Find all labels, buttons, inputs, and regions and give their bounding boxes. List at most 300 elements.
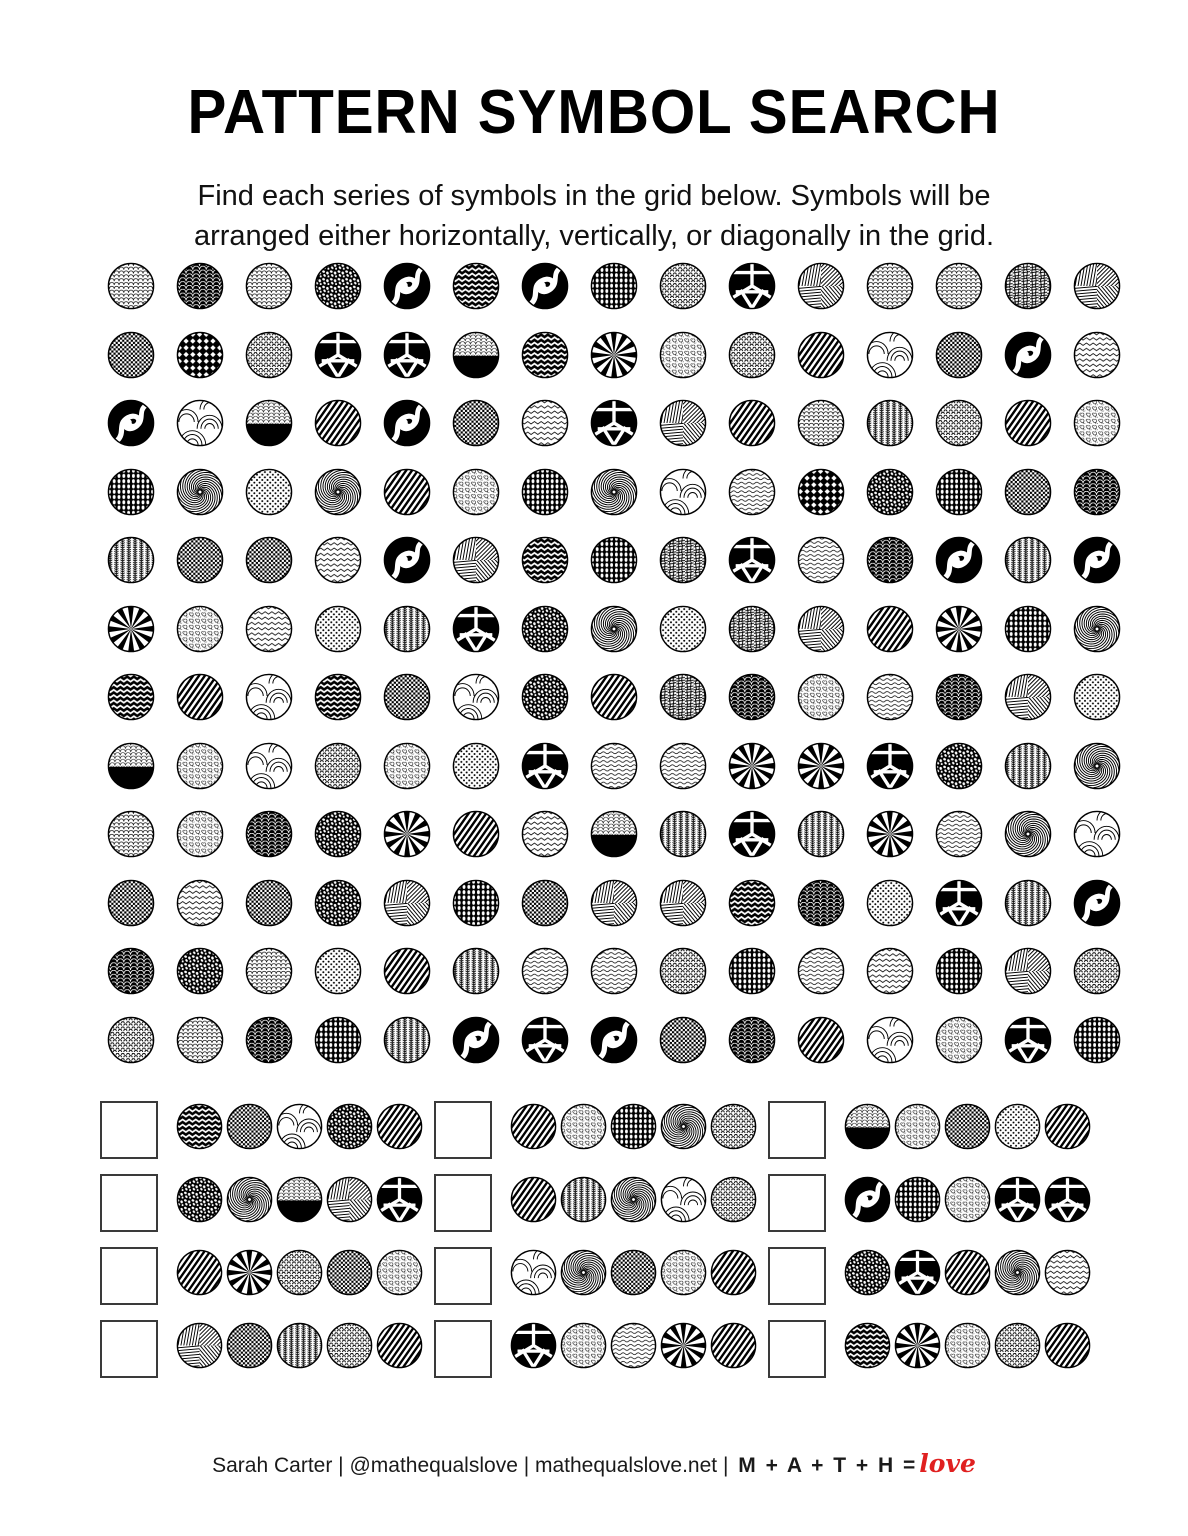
- symbol-halffill: [452, 331, 500, 379]
- grid-cell: [96, 536, 165, 605]
- symbol-wood: [590, 742, 638, 790]
- grid-cell: [372, 399, 441, 468]
- symbol-swirl: [1073, 536, 1121, 584]
- grid-cell: [165, 468, 234, 537]
- symbol-zigzag: [1073, 331, 1121, 379]
- grid-cell: [924, 810, 993, 879]
- symbol-radial: [383, 810, 431, 858]
- grid-cell: [441, 331, 510, 400]
- symbol-swirl: [844, 1176, 891, 1223]
- symbol-wheat: [1004, 879, 1052, 927]
- answer-checkbox[interactable]: [100, 1320, 158, 1378]
- grid-cell: [165, 605, 234, 674]
- answer-checkbox[interactable]: [768, 1320, 826, 1378]
- grid-row: [96, 262, 1131, 331]
- grid-cell: [648, 810, 717, 879]
- symbol-lattice: [610, 1103, 657, 1150]
- symbol-arcs: [797, 879, 845, 927]
- symbol-pinwheel: [314, 468, 362, 516]
- symbol-sector: [383, 879, 431, 927]
- grid-cell: [372, 673, 441, 742]
- symbol-zebra: [590, 673, 638, 721]
- answer-symbol-series: [176, 1176, 426, 1223]
- symbol-zebra: [176, 1249, 223, 1296]
- symbol-swirl: [1004, 331, 1052, 379]
- grid-cell: [234, 536, 303, 605]
- answer-checkbox[interactable]: [434, 1174, 492, 1232]
- footer-credit: Sarah Carter | @mathequalslove | mathequalslove.net |: [212, 1454, 729, 1477]
- answer-checkbox[interactable]: [768, 1247, 826, 1305]
- symbol-crackle: [659, 673, 707, 721]
- symbol-leopard: [176, 947, 224, 995]
- grid-cell: [510, 742, 579, 811]
- grid-cell: [372, 1016, 441, 1085]
- symbol-arcs: [1073, 468, 1121, 516]
- grid-cell: [96, 399, 165, 468]
- symbol-checker: [226, 1103, 273, 1150]
- symbol-radial: [226, 1249, 273, 1296]
- grid-cell: [648, 262, 717, 331]
- symbol-zebra: [1044, 1322, 1091, 1369]
- symbol-pinwheel: [176, 468, 224, 516]
- grid-cell: [786, 468, 855, 537]
- grid-cell: [717, 262, 786, 331]
- symbol-halffill: [844, 1103, 891, 1150]
- grid-cell: [993, 331, 1062, 400]
- symbol-triangle: [728, 262, 776, 310]
- grid-cell: [510, 605, 579, 674]
- grid-cell: [510, 536, 579, 605]
- grid-cell: [855, 1016, 924, 1085]
- grid-cell: [855, 399, 924, 468]
- symbol-fan: [245, 673, 293, 721]
- symbol-triangle: [314, 331, 362, 379]
- answer-symbol-series: [844, 1103, 1094, 1150]
- symbol-halffill: [590, 810, 638, 858]
- symbol-wood: [797, 536, 845, 584]
- symbol-dots: [659, 605, 707, 653]
- answer-checkbox[interactable]: [768, 1101, 826, 1159]
- symbol-arch: [314, 742, 362, 790]
- symbol-halffill: [107, 742, 155, 790]
- symbol-triangle: [866, 742, 914, 790]
- grid-cell: [924, 742, 993, 811]
- grid-cell: [993, 536, 1062, 605]
- grid-row: [96, 605, 1131, 674]
- symbol-zebra: [797, 331, 845, 379]
- symbol-swirl: [590, 1016, 638, 1064]
- answer-symbol-series: [510, 1176, 760, 1223]
- symbol-zigzag: [314, 536, 362, 584]
- grid-cell: [303, 536, 372, 605]
- symbol-doodle: [1073, 399, 1121, 447]
- grid-cell: [372, 742, 441, 811]
- symbol-wood: [521, 947, 569, 995]
- symbol-zigzag: [866, 947, 914, 995]
- grid-cell: [1062, 262, 1131, 331]
- symbol-scales: [935, 262, 983, 310]
- symbol-leopard: [844, 1249, 891, 1296]
- answer-checkbox[interactable]: [434, 1247, 492, 1305]
- symbol-arch: [710, 1176, 757, 1223]
- grid-cell: [993, 742, 1062, 811]
- grid-cell: [648, 879, 717, 948]
- grid-cell: [234, 468, 303, 537]
- symbol-wheat: [383, 1016, 431, 1064]
- symbol-doodle: [383, 742, 431, 790]
- symbol-doodle: [176, 605, 224, 653]
- answer-symbol-series: [176, 1249, 426, 1296]
- grid-cell: [648, 468, 717, 537]
- symbol-lattice: [894, 1176, 941, 1223]
- symbol-arch: [994, 1322, 1041, 1369]
- symbol-dots: [994, 1103, 1041, 1150]
- symbol-grid: [96, 262, 1131, 1084]
- symbol-wood: [659, 742, 707, 790]
- symbol-scales: [107, 262, 155, 310]
- grid-cell: [579, 673, 648, 742]
- answer-symbol-series: [844, 1249, 1094, 1296]
- grid-cell: [924, 1016, 993, 1085]
- grid-cell: [1062, 742, 1131, 811]
- symbol-zebra: [710, 1249, 757, 1296]
- symbol-zebra: [710, 1322, 757, 1369]
- grid-cell: [855, 947, 924, 1016]
- grid-row: [96, 879, 1131, 948]
- answer-symbol-series: [510, 1322, 760, 1369]
- grid-cell: [855, 331, 924, 400]
- symbol-fan: [245, 742, 293, 790]
- grid-cell: [165, 742, 234, 811]
- symbol-lattice: [107, 468, 155, 516]
- symbol-doodle: [376, 1249, 423, 1296]
- symbol-arch: [935, 399, 983, 447]
- symbol-leopard: [314, 879, 362, 927]
- grid-row: [96, 536, 1131, 605]
- symbol-arch: [245, 331, 293, 379]
- grid-cell: [96, 879, 165, 948]
- symbol-halffill: [276, 1176, 323, 1223]
- symbol-arch: [659, 262, 707, 310]
- grid-cell: [510, 468, 579, 537]
- grid-row: [96, 742, 1131, 811]
- grid-cell: [648, 1016, 717, 1085]
- symbol-scales: [245, 947, 293, 995]
- grid-cell: [234, 399, 303, 468]
- grid-cell: [993, 1016, 1062, 1085]
- symbol-leopard: [935, 742, 983, 790]
- symbol-dots: [866, 879, 914, 927]
- grid-cell: [786, 536, 855, 605]
- symbol-swirl: [452, 1016, 500, 1064]
- grid-cell: [924, 947, 993, 1016]
- symbol-arcs: [866, 536, 914, 584]
- grid-cell: [717, 399, 786, 468]
- symbol-triangle: [935, 879, 983, 927]
- answer-checkbox[interactable]: [434, 1101, 492, 1159]
- grid-cell: [510, 810, 579, 879]
- symbol-fan: [659, 468, 707, 516]
- grid-cell: [1062, 1016, 1131, 1085]
- symbol-leopard: [866, 468, 914, 516]
- grid-cell: [372, 810, 441, 879]
- symbol-triangle: [1044, 1176, 1091, 1223]
- grid-cell: [303, 810, 372, 879]
- symbol-checker: [935, 331, 983, 379]
- symbol-checker: [659, 1016, 707, 1064]
- symbol-swirl: [107, 399, 155, 447]
- answer-checkbox[interactable]: [100, 1101, 158, 1159]
- symbol-checker: [521, 879, 569, 927]
- grid-cell: [234, 673, 303, 742]
- grid-cell: [786, 879, 855, 948]
- symbol-zigzag: [245, 605, 293, 653]
- symbol-radial: [590, 331, 638, 379]
- grid-cell: [165, 879, 234, 948]
- symbol-crackle: [1004, 262, 1052, 310]
- grid-cell: [372, 468, 441, 537]
- symbol-leopard: [314, 810, 362, 858]
- grid-cell: [579, 399, 648, 468]
- symbol-doodle: [935, 1016, 983, 1064]
- grid-cell: [924, 673, 993, 742]
- symbol-lattice: [452, 879, 500, 927]
- grid-cell: [579, 331, 648, 400]
- grid-cell: [1062, 399, 1131, 468]
- symbol-doodle: [560, 1103, 607, 1150]
- instructions-line-1: Find each series of symbols in the grid below. Symbols will be: [197, 180, 991, 212]
- grid-cell: [648, 331, 717, 400]
- symbol-doodle: [797, 673, 845, 721]
- symbol-dots: [245, 468, 293, 516]
- grid-cell: [165, 673, 234, 742]
- grid-cell: [786, 1016, 855, 1085]
- symbol-doodle: [176, 810, 224, 858]
- grid-cell: [96, 947, 165, 1016]
- grid-row: [96, 810, 1131, 879]
- grid-cell: [1062, 605, 1131, 674]
- symbol-checker: [107, 331, 155, 379]
- answer-symbol-series: [176, 1103, 426, 1150]
- grid-cell: [303, 879, 372, 948]
- symbol-arcs: [176, 262, 224, 310]
- symbol-sector: [452, 536, 500, 584]
- symbol-chevron: [521, 331, 569, 379]
- grid-cell: [510, 262, 579, 331]
- symbol-checker: [383, 673, 431, 721]
- symbol-doodle: [560, 1322, 607, 1369]
- symbol-wood: [935, 810, 983, 858]
- symbol-dots: [1073, 673, 1121, 721]
- grid-cell: [96, 742, 165, 811]
- symbol-lattice: [935, 468, 983, 516]
- symbol-triangle: [376, 1176, 423, 1223]
- symbol-fan: [276, 1103, 323, 1150]
- symbol-zebra: [944, 1249, 991, 1296]
- symbol-chevron: [176, 1103, 223, 1150]
- symbol-triangle: [728, 810, 776, 858]
- symbol-triangle: [383, 331, 431, 379]
- symbol-pinwheel: [590, 468, 638, 516]
- symbol-fan: [1073, 810, 1121, 858]
- grid-cell: [372, 879, 441, 948]
- grid-cell: [165, 1016, 234, 1085]
- symbol-zebra: [383, 468, 431, 516]
- grid-cell: [165, 262, 234, 331]
- grid-cell: [648, 673, 717, 742]
- grid-cell: [234, 810, 303, 879]
- grid-cell: [924, 262, 993, 331]
- grid-cell: [441, 810, 510, 879]
- symbol-arcs: [935, 673, 983, 721]
- grid-cell: [717, 605, 786, 674]
- grid-cell: [441, 262, 510, 331]
- grid-row: [96, 673, 1131, 742]
- grid-row: [96, 947, 1131, 1016]
- answer-checkbox[interactable]: [100, 1174, 158, 1232]
- grid-cell: [165, 947, 234, 1016]
- instructions: [0, 176, 1188, 256]
- grid-cell: [510, 331, 579, 400]
- symbol-zigzag: [176, 879, 224, 927]
- symbol-sector: [590, 879, 638, 927]
- grid-cell: [1062, 879, 1131, 948]
- grid-row: [96, 331, 1131, 400]
- symbol-radial: [894, 1322, 941, 1369]
- symbol-zebra: [1044, 1103, 1091, 1150]
- symbol-wood: [797, 947, 845, 995]
- grid-cell: [855, 262, 924, 331]
- grid-cell: [441, 399, 510, 468]
- symbol-zebra: [510, 1176, 557, 1223]
- grid-cell: [993, 605, 1062, 674]
- grid-cell: [372, 262, 441, 331]
- symbol-lattice: [935, 947, 983, 995]
- symbol-zebra: [797, 1016, 845, 1064]
- grid-cell: [234, 947, 303, 1016]
- grid-cell: [441, 879, 510, 948]
- grid-cell: [648, 947, 717, 1016]
- grid-cell: [96, 262, 165, 331]
- symbol-checker: [326, 1249, 373, 1296]
- symbol-zebra: [866, 605, 914, 653]
- symbol-doodle: [944, 1322, 991, 1369]
- symbol-triangle: [1004, 1016, 1052, 1064]
- symbol-arch: [659, 947, 707, 995]
- grid-cell: [234, 605, 303, 674]
- grid-cell: [510, 673, 579, 742]
- symbol-swirl: [383, 262, 431, 310]
- symbol-wheat: [383, 605, 431, 653]
- symbol-checker: [452, 399, 500, 447]
- symbol-sector: [797, 262, 845, 310]
- love-word: love: [919, 1449, 976, 1478]
- symbol-halffill: [245, 399, 293, 447]
- grid-cell: [303, 742, 372, 811]
- grid-cell: [303, 468, 372, 537]
- grid-cell: [579, 879, 648, 948]
- symbol-swirl: [1073, 879, 1121, 927]
- grid-cell: [786, 947, 855, 1016]
- grid-cell: [993, 399, 1062, 468]
- symbol-dots: [452, 742, 500, 790]
- grid-cell: [1062, 331, 1131, 400]
- grid-cell: [717, 742, 786, 811]
- grid-cell: [303, 605, 372, 674]
- symbol-pinwheel: [226, 1176, 273, 1223]
- symbol-checker: [107, 879, 155, 927]
- symbol-arch: [1073, 947, 1121, 995]
- symbol-lattice: [1004, 605, 1052, 653]
- grid-cell: [1062, 536, 1131, 605]
- grid-cell: [234, 331, 303, 400]
- answer-checkbox[interactable]: [100, 1247, 158, 1305]
- grid-cell: [441, 536, 510, 605]
- symbol-doodle: [659, 331, 707, 379]
- symbol-wood: [866, 673, 914, 721]
- symbol-doodle: [944, 1176, 991, 1223]
- grid-cell: [993, 673, 1062, 742]
- grid-cell: [579, 742, 648, 811]
- grid-cell: [303, 262, 372, 331]
- symbol-leopard: [176, 1176, 223, 1223]
- symbol-fan: [510, 1249, 557, 1296]
- symbol-fan: [660, 1176, 707, 1223]
- grid-cell: [96, 1016, 165, 1085]
- answer-checkbox[interactable]: [768, 1174, 826, 1232]
- symbol-chevron: [521, 536, 569, 584]
- symbol-scales: [245, 262, 293, 310]
- symbol-wheat: [1004, 742, 1052, 790]
- symbol-zebra: [510, 1103, 557, 1150]
- symbol-crackle: [728, 605, 776, 653]
- symbol-sector: [797, 605, 845, 653]
- grid-cell: [579, 262, 648, 331]
- symbol-triangle: [590, 399, 638, 447]
- grid-cell: [855, 879, 924, 948]
- symbol-zebra: [176, 673, 224, 721]
- grid-cell: [165, 331, 234, 400]
- symbol-zebra: [383, 947, 431, 995]
- grid-cell: [1062, 810, 1131, 879]
- grid-cell: [648, 536, 717, 605]
- symbol-leopard: [314, 262, 362, 310]
- symbol-triangle: [521, 1016, 569, 1064]
- symbol-sector: [1073, 262, 1121, 310]
- grid-cell: [234, 742, 303, 811]
- symbol-wheat: [107, 536, 155, 584]
- grid-cell: [441, 1016, 510, 1085]
- symbol-checker: [1004, 468, 1052, 516]
- symbol-triangle: [894, 1249, 941, 1296]
- symbol-wood: [610, 1322, 657, 1369]
- symbol-lattice: [590, 262, 638, 310]
- grid-cell: [1062, 673, 1131, 742]
- grid-cell: [579, 947, 648, 1016]
- symbol-chevron: [107, 673, 155, 721]
- symbol-wheat: [560, 1176, 607, 1223]
- grid-cell: [165, 810, 234, 879]
- symbol-sector: [326, 1176, 373, 1223]
- symbol-leopard: [521, 673, 569, 721]
- answer-checkbox[interactable]: [434, 1320, 492, 1378]
- symbol-lattice: [314, 1016, 362, 1064]
- symbol-arch: [326, 1322, 373, 1369]
- grid-cell: [96, 605, 165, 674]
- grid-cell: [648, 399, 717, 468]
- symbol-crackle: [659, 536, 707, 584]
- grid-cell: [510, 1016, 579, 1085]
